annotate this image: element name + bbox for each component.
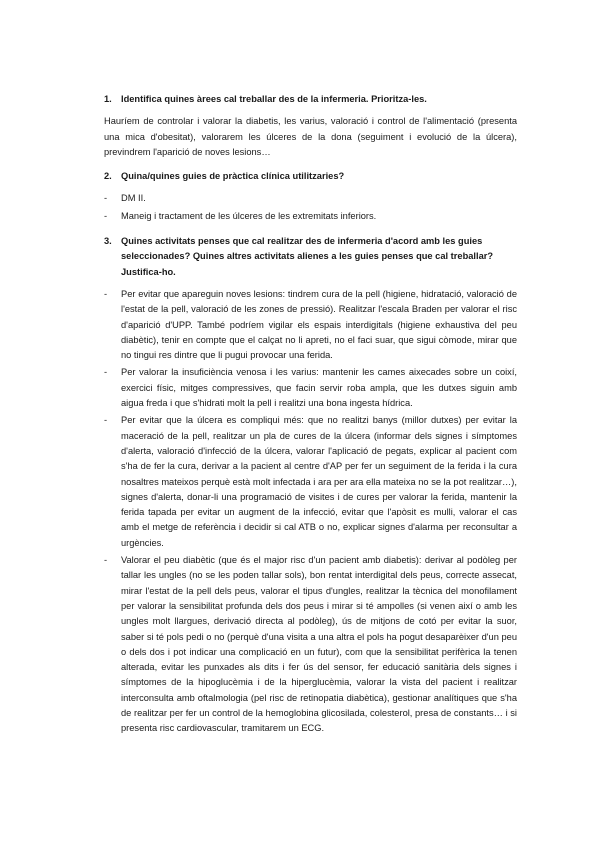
list-dash: -: [104, 193, 108, 204]
question-3: [104, 234, 517, 280]
question-number: 2.: [104, 171, 112, 182]
list-item: [104, 209, 517, 224]
question-title: Identifica quines àrees cal treballar des de la infermeria. Prioritza-les.: [121, 94, 427, 104]
list-dash: -: [104, 367, 108, 378]
question-title: Quines activitats penses que cal realitzar des de infermeria d'acord amb les guies seleccionades? Quines altres activitats alienes a les guies penses que cal treballar? Justifica-ho.: [121, 236, 494, 277]
question-1: [104, 92, 517, 107]
list-dash: -: [104, 555, 108, 566]
list-item-text: Per valorar la insuficiència venosa i les varius: mantenir les cames aixecades sobre un coixí, exercici físic, mitges compressives, que facin servir roba ampla, que les dutxes siguin amb aigua freda i que s'hidrati molt la pell i realitzi una bona ingesta hídrica.: [121, 367, 517, 409]
question-number: 3.: [104, 236, 112, 247]
guideline-list: [104, 191, 517, 224]
list-item: [104, 287, 517, 363]
list-dash: -: [104, 210, 108, 221]
list-dash: -: [104, 288, 108, 299]
list-item: [104, 553, 517, 737]
document-body: [104, 92, 517, 739]
list-item-text: Valorar el peu diabètic (que és el major risc d'un pacient amb diabetis): derivar al podòleg per tallar les ungles (no se les poden tallar sols), bon rentat interdigital dels peus, correcte assecat, mirar l'estat de la pell dels peus, valorar el tipus d'ungles, realitzar la tècnica del monofilament per valorar la sensibilitat profunda dels dos peus i mirar si té ampolles (si venen així o amb les ungles molt llargues, derivació directa al podòleg), ús de mitjons de cotó per evitar la suor, saber si té pols pedi o no (perquè d'una visita a una altra el pols ha pogut desaparèixer d'un peu o dels dos i pot indicar una complicació en un futur), com que la sensibilitat perifèrica la tenen alterada, evitar les punxades als dits i fer ús del sensor, fer educació sanitària dels signes i símptomes de la hipoglucèmia i de la hiperglucèmia, valorar la vista del pacient i realitzar interconsulta amb oftalmologia (pel risc de retinopatia diabètica), gestionar analítiques que s'ha de realitzar per fer un control de la hemoglobina glicosilada, colesterol, presa de constants… i si presenta risc cardiovascular, tramitarem un ECG.: [121, 555, 517, 734]
list-item: [104, 413, 517, 551]
activity-list: [104, 287, 517, 737]
list-item: [104, 191, 517, 206]
list-item-text: DM II.: [121, 193, 146, 204]
question-title: Quina/quines guies de pràctica clínica utilitzaries?: [121, 171, 345, 182]
list-item-text: Per evitar que la úlcera es compliqui més: que no realitzi banys (millor dutxes) per evitar la maceració de la pell, realitzar un pla de cures de la úlcera (informar dels signes i símptomes d'alerta, valoració d'infecció de la úlcera, valorar l'aplicació de pegats, explicar al pacient com s'ha de fer la cura, derivar a la pacient al centre d'AP per fer un seguiment de la ferida i la cura nosaltres mateixos perquè està molt infectada i ara per ara ella mateixa no se la pot realitzar…), signes d'alerta, donar-li una programació de visites i de cures per valorar la ferida, mantenir la ferida tapada per evitar un augment de la infecció, evitar que l'apòsit es mulli, valorar el cas amb el metge de referència i decidir si cal ATB o no, explicar signes d'alarma per reconsultar a urgències.: [121, 415, 517, 548]
question-number: 1.: [104, 94, 112, 104]
answer-paragraph: Hauríem de controlar i valorar la diabetis, les varius, valoració i control de l'alimentació (presenta una mica d'obesitat), valorarem les úlceres de la dona (seguiment i evolució de la úlcera), previndrem l'aparició de noves lesions…: [104, 116, 517, 157]
list-item-text: Per evitar que apareguin noves lesions: tindrem cura de la pell (higiene, hidratació, valoració de l'estat de la pell, valoració de les zones de pressió). Realitzar l'escala Braden per valorar el risc d'aparició d'UPP. També podríem vigilar els espais interdigitals (higiene exhaustiva del peu diabètic), tenir en compte que el calçat no li apreti, no el faci suar, que sigui còmode, mirar que no tingui res dintre que li pugui provocar una ferida.: [121, 288, 517, 361]
question-2: [104, 169, 517, 184]
list-item-text: Maneig i tractament de les úlceres de les extremitats inferiors.: [121, 210, 377, 221]
list-dash: -: [104, 415, 108, 426]
list-item: [104, 365, 517, 411]
